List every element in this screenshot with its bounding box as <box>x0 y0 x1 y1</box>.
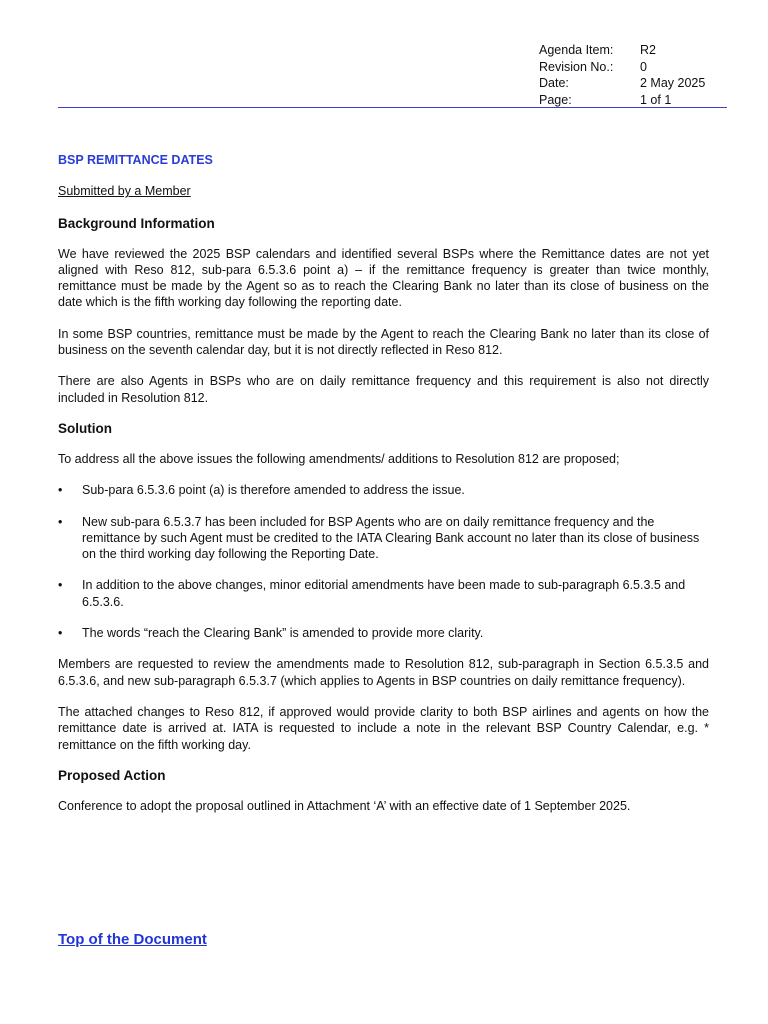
bullet-icon: • <box>58 514 63 529</box>
background-heading: Background Information <box>58 215 215 231</box>
document-title: BSP REMITTANCE DATES <box>58 153 213 167</box>
meta-row-revision <box>539 59 705 76</box>
meta-label: Revision No.: <box>539 59 614 74</box>
solution-paragraph: Members are requested to review the amendments made to Resolution 812, sub-paragraph in Section 6.5.3.5 and 6.5.3.6, and new sub-paragraph 6.5.3.7 (which applies to Agents in BSP countries on daily remittance frequency). <box>58 657 709 688</box>
solution-list <box>58 482 709 641</box>
meta-label: Page: <box>539 92 572 107</box>
header-divider <box>58 107 727 108</box>
bullet-icon: • <box>58 626 63 641</box>
solution-intro: To address all the above issues the following amendments/ additions to Resolution 812 are proposed; <box>58 451 620 466</box>
meta-row-date <box>539 75 705 92</box>
list-item <box>58 577 709 610</box>
list-item <box>58 514 709 563</box>
meta-value: 0 <box>640 59 647 74</box>
solution-heading: Solution <box>58 420 112 436</box>
meta-value: R2 <box>640 43 656 57</box>
proposed-action-heading: Proposed Action <box>58 767 166 783</box>
solution-paragraph: The attached changes to Reso 812, if approved would provide clarity to both BSP airlines and agents on how the remittance date is arrived at. IATA is requested to include a note in the relevant BSP Country Calendar, e.g. * remittance on the fifth working day. <box>58 704 709 752</box>
meta-row-page <box>539 92 705 109</box>
list-item <box>58 625 709 641</box>
meta-value: 1 of 1 <box>640 92 672 107</box>
list-item-text: In addition to the above changes, minor editorial amendments have been made to sub-paragraph 6.5.3.5 and 6.5.3.6. <box>82 578 686 609</box>
bullet-icon: • <box>58 483 63 498</box>
submitted-by: Submitted by a Member <box>58 184 191 199</box>
top-of-document-link[interactable]: Top of the Document <box>58 931 207 948</box>
list-item-text: New sub-para 6.5.3.7 has been included for BSP Agents who are on daily remittance frequency and the remittance by such Agent must be credited to the IATA Clearing Bank account no later than its close of business on the third working day following the Reporting Date. <box>82 514 700 562</box>
meta-label: Date: <box>539 76 569 90</box>
meta-row-agenda <box>539 42 705 59</box>
bullet-icon: • <box>58 578 63 593</box>
document-body <box>58 152 709 829</box>
background-paragraph: We have reviewed the 2025 BSP calendars and identified several BSPs where the Remittance dates are not yet aligned with Reso 812, sub-para 6.5.3.6 point a) – if the remittance frequency is greater than twice monthly, remittance must be made by the Agent so as to reach the Clearing Bank no later than its close of business on the date which is the fifth working day following the reporting date. <box>58 246 709 310</box>
background-paragraph: In some BSP countries, remittance must be made by the Agent to reach the Clearing Bank no later than its close of business on the seventh calendar day, but it is not directly reflected in Reso 812. <box>58 326 709 358</box>
meta-label: Agenda Item: <box>539 43 614 57</box>
document-meta <box>539 42 705 108</box>
proposed-action-text: Conference to adopt the proposal outlined in Attachment ‘A’ with an effective date of 1 September 2025. <box>58 798 631 813</box>
list-item-text: Sub-para 6.5.3.6 point (a) is therefore amended to address the issue. <box>82 483 465 498</box>
background-paragraph: There are also Agents in BSPs who are on daily remittance frequency and this requirement is also not directly included in Resolution 812. <box>58 374 709 405</box>
meta-value: 2 May 2025 <box>640 76 706 90</box>
list-item-text: The words “reach the Clearing Bank” is amended to provide more clarity. <box>82 626 484 641</box>
list-item <box>58 482 709 498</box>
